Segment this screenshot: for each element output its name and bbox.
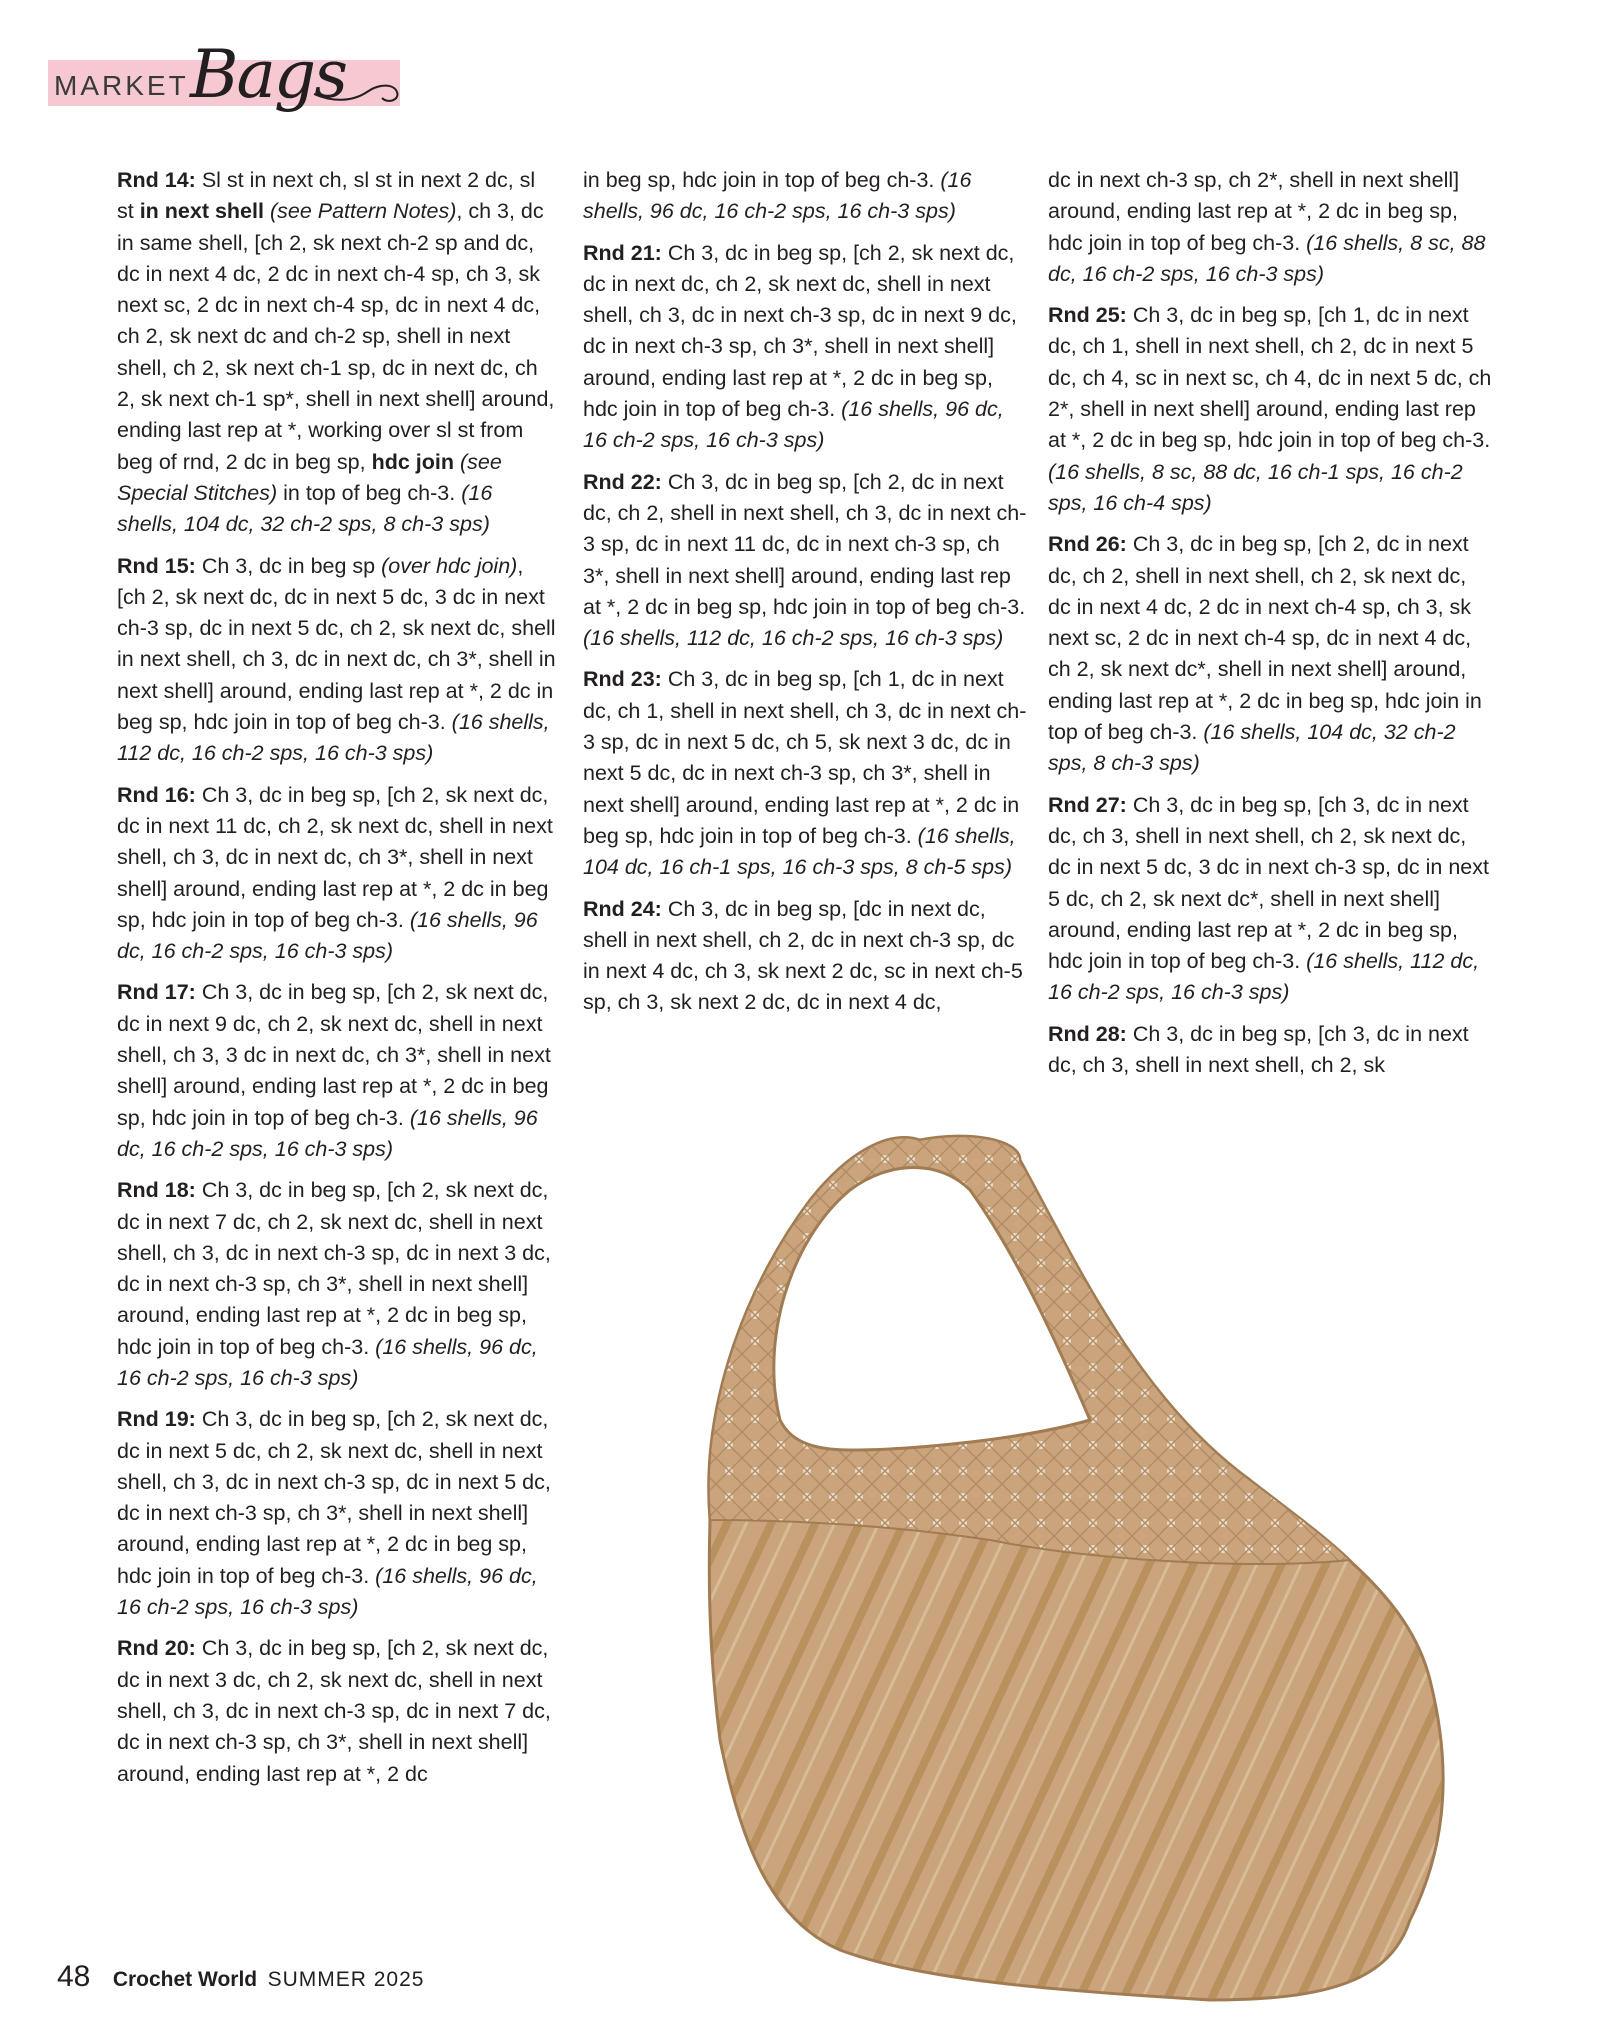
round-label: Rnd 14: bbox=[117, 168, 196, 192]
instruction-text: Ch 3, dc in beg sp, [ch 2, sk next dc, dc in next 9 dc, ch 2, sk next dc, shell in next shell, ch 3, 3 dc in next dc, ch 3*, shell in next shell] around, ending last rep at *, 2 dc in beg sp, hdc join in top of beg ch-3. bbox=[117, 980, 551, 1130]
instruction-text: in top of beg ch-3. bbox=[277, 480, 462, 505]
round-instruction bbox=[117, 1175, 557, 1394]
section-script-title: Bags bbox=[190, 36, 346, 113]
instruction-text: Ch 3, dc in beg sp, [ch 2, dc in next dc, ch 2, shell in next shell, ch 3, dc in next ch-3 sp, dc in next 11 dc, dc in next ch-3 sp, ch 3*, shell in next shell] around, ending last rep at *, 2 dc in beg sp, hdc join in top of beg ch-3. bbox=[583, 469, 1027, 619]
stitch-count-note: (16 shells, 8 sc, 88 dc, 16 ch-1 sps, 16 ch-2 sps, 16 ch-4 sps) bbox=[1048, 459, 1463, 515]
round-label: Rnd 16: bbox=[117, 782, 196, 807]
instruction-text: Ch 3, dc in beg sp, [ch 2, sk next dc, dc in next 11 dc, ch 2, sk next dc, shell in next shell, ch 3, dc in next dc, ch 3*, shell in next shell] around, ending last rep at *, 2 dc in beg sp, hdc join in top of beg ch-3. bbox=[117, 782, 553, 932]
text-column-right bbox=[1048, 165, 1493, 1091]
round-instruction bbox=[1048, 1019, 1493, 1082]
round-label: Rnd 22: bbox=[583, 469, 662, 494]
stitch-count-note: (see Special Stitches) bbox=[117, 449, 502, 505]
stitch-count-note: (16 shells, 96 dc, 16 ch-2 sps, 16 ch-3 sps) bbox=[583, 397, 1004, 453]
stitch-count-note: (over hdc join) bbox=[381, 553, 518, 578]
round-label: Rnd 26: bbox=[1048, 532, 1127, 557]
instruction-text: Ch 3, dc in beg sp, [ch 3, dc in next dc, ch 3, shell in next shell, ch 2, sk next dc, dc in next 5 dc, 3 dc in next ch-3 sp, dc in next 5 dc, ch 2, sk next dc*, shell in next shell] around, ending last rep at *, 2 dc in beg sp, hdc join in top of beg ch-3. bbox=[1048, 792, 1489, 974]
stitch-count-note: (16 shells, 112 dc, 16 ch-2 sps, 16 ch-3 sps) bbox=[117, 710, 550, 766]
round-label: Rnd 25: bbox=[1048, 303, 1127, 328]
instruction-text: Ch 3, dc in beg sp, [ch 2, dc in next dc, ch 2, shell in next shell, ch 2, sk next dc, dc in next 4 dc, 2 dc in next ch-4 sp, ch 3, sk next sc, 2 dc in next ch-4 sp, dc in next 4 dc, ch 2, sk next dc*, shell in next shell] around, ending last rep at *, 2 dc in beg sp, hdc join in top of beg ch-3. bbox=[1048, 532, 1482, 745]
instruction-text: Ch 3, dc in beg sp, [dc in next dc, shell in next shell, ch 2, dc in next ch-3 sp, dc in next 4 dc, ch 3, sk next 2 dc, sc in next ch-5 sp, ch 3, sk next 2 dc, dc in next 4 dc, bbox=[583, 896, 1023, 1015]
section-label: MARKET bbox=[54, 70, 189, 101]
round-label: Rnd 17: bbox=[117, 980, 196, 1005]
stitch-count-note: (see Pattern Notes) bbox=[269, 199, 457, 224]
round-label: Rnd 24: bbox=[583, 896, 662, 921]
round-label: Rnd 28: bbox=[1048, 1021, 1127, 1046]
stitch-count-note: (16 shells, 112 dc, 16 ch-2 sps, 16 ch-3 sps) bbox=[583, 626, 1004, 651]
stitch-count-note: (16 shells, 96 dc, 16 ch-2 sps, 16 ch-3 sps) bbox=[117, 1563, 538, 1620]
issue-date: SUMMER 2025 bbox=[267, 1968, 425, 1991]
stitch-count-note: (16 shells, 96 dc, 16 ch-2 sps, 16 ch-3 sps) bbox=[117, 1334, 538, 1390]
magazine-title: Crochet World bbox=[112, 1968, 258, 1991]
round-instruction bbox=[583, 467, 1028, 655]
round-label: Rnd 19: bbox=[117, 1407, 196, 1432]
round-instruction bbox=[583, 664, 1028, 883]
emphasis-text: hdc join bbox=[371, 449, 455, 474]
round-instruction bbox=[1048, 529, 1493, 779]
instruction-text: Sl st in next ch, sl st in next 2 dc, sl st bbox=[117, 168, 536, 224]
round-instruction bbox=[583, 238, 1028, 457]
round-instruction bbox=[1048, 790, 1493, 1009]
instruction-text: Ch 3, dc in beg sp, [ch 2, sk next dc, dc in next 5 dc, ch 2, sk next dc, shell in next shell, ch 3, dc in next ch-3 sp, dc in next 5 dc, dc in next ch-3 sp, ch 3*, shell in next shell] around, ending last rep at *, 2 dc in beg sp, hdc join in top of beg ch-3. bbox=[117, 1407, 551, 1588]
swash-flourish-icon bbox=[312, 72, 402, 112]
round-instruction bbox=[1048, 300, 1493, 519]
stitch-count-note: (16 shells, 112 dc, 16 ch-2 sps, 16 ch-3 sps) bbox=[1048, 949, 1480, 1005]
round-instruction bbox=[117, 1404, 557, 1623]
round-label: Rnd 18: bbox=[117, 1178, 196, 1203]
stitch-count-note: (16 shells, 8 sc, 88 dc, 16 ch-2 sps, 16 ch-3 sps) bbox=[1048, 230, 1486, 286]
instruction-text: Ch 3, dc in beg sp, [ch 2, sk next dc, dc in next dc, ch 2, sk next dc, shell in next shell, ch 3, dc in next ch-3 sp, dc in next 9 dc, dc in next ch-3 sp, ch 3*, shell in next shell] around, ending last rep at *, 2 dc in beg sp, hdc join in top of beg ch-3. bbox=[583, 240, 1017, 422]
instruction-text: Ch 3, dc in beg sp, [ch 2, sk next dc, dc in next 3 dc, ch 2, sk next dc, shell in next shell, ch 3, dc in next ch-3 sp, dc in next 7 dc, dc in next ch-3 sp, ch 3*, shell in next shell] around, ending last rep at *, 2 dc bbox=[117, 1636, 551, 1786]
instruction-text: Ch 3, dc in beg sp, [ch 1, dc in next dc, ch 1, shell in next shell, ch 3, dc in next ch-3 sp, dc in next 5 dc, ch 5, sk next 3 dc, dc in next 5 dc, dc in next ch-3 sp, ch 3*, shell in next shell] around, ending last rep at *, 2 dc in beg sp, hdc join in top of beg ch-3. bbox=[583, 667, 1027, 848]
stitch-count-note: (16 shells, 104 dc, 32 ch-2 sps, 8 ch-3 sps) bbox=[1048, 720, 1456, 776]
stitch-count-note: (16 shells, 96 dc, 16 ch-2 sps, 16 ch-3 sps) bbox=[117, 1105, 538, 1161]
instruction-text: Ch 3, dc in beg sp bbox=[195, 553, 382, 578]
round-label: Rnd 21: bbox=[583, 240, 662, 265]
text-column-left bbox=[117, 165, 557, 1800]
stitch-count-note: (16 shells, 104 dc, 16 ch-1 sps, 16 ch-3 sps, 8 ch-5 sps) bbox=[583, 823, 1016, 880]
page-footer bbox=[57, 1960, 424, 1994]
instruction-text: dc in next ch-3 sp, ch 2*, shell in next shell] around, ending last rep at *, 2 dc in beg sp, hdc join in top of beg ch-3. bbox=[1048, 168, 1460, 255]
round-instruction bbox=[117, 780, 557, 968]
round-label: Rnd 23: bbox=[583, 667, 662, 692]
instruction-text: Ch 3, dc in beg sp, [ch 1, dc in next dc, ch 1, shell in next shell, ch 2, dc in next 5 dc, ch 4, sc in next sc, ch 4, dc in next 5 dc, ch 2*, shell in next shell] around, ending last rep at *, 2 dc in beg sp, hdc join in top of beg ch-3. bbox=[1048, 303, 1492, 453]
round-instruction bbox=[117, 1633, 557, 1789]
round-label: Rnd 20: bbox=[117, 1636, 196, 1661]
instruction-text: Ch 3, dc in beg sp, [ch 3, dc in next dc, ch 3, shell in next shell, ch 2, sk bbox=[1048, 1021, 1469, 1078]
stitch-count-note: (16 shells, 96 dc, 16 ch-2 sps, 16 ch-3 sps) bbox=[583, 168, 972, 224]
instruction-text: in beg sp, hdc join in top of beg ch-3. bbox=[583, 168, 941, 192]
stitch-count-note: (16 shells, 104 dc, 32 ch-2 sps, 8 ch-3 sps) bbox=[117, 480, 493, 537]
stitch-count-note: (16 shells, 96 dc, 16 ch-2 sps, 16 ch-3 sps) bbox=[117, 907, 538, 964]
round-instruction bbox=[117, 165, 557, 541]
instruction-text: , [ch 2, sk next dc, dc in next 5 dc, 3 dc in next ch-3 sp, dc in next 5 dc, ch 2, sk next dc, shell in next shell, ch 3, dc in next dc, ch 3*, shell in next shell] around, ending last rep at *, 2 dc in beg sp, hdc join in top of beg ch-3. bbox=[117, 553, 556, 735]
round-instruction bbox=[583, 894, 1028, 1019]
instruction-text: , ch 3, dc in same shell, [ch 2, sk next ch-2 sp and dc, dc in next 4 dc, 2 dc in next ch-4 sp, ch 3, sk next sc, 2 dc in next ch-4 sp, dc in next 4 dc, ch 2, sk next dc and ch-2 sp, shell in next shell, ch 2, sk next ch-1 sp, dc in next dc, ch 2, sk next ch-1 sp*, shell in next shell] around, ending last rep at *, working over sl st from beg of rnd, 2 dc in beg sp, bbox=[117, 199, 555, 474]
continued-instruction bbox=[583, 165, 1028, 228]
round-label: Rnd 27: bbox=[1048, 792, 1127, 817]
crochet-market-bag-icon bbox=[690, 1120, 1520, 2020]
page-number: 48 bbox=[57, 1960, 91, 1993]
round-label: Rnd 15: bbox=[117, 553, 196, 578]
emphasis-text: in next shell bbox=[139, 199, 264, 224]
text-column-middle bbox=[583, 165, 1028, 1029]
instruction-text: Ch 3, dc in beg sp, [ch 2, sk next dc, dc in next 7 dc, ch 2, sk next dc, shell in next shell, ch 3, dc in next ch-3 sp, dc in next 3 dc, dc in next ch-3 sp, ch 3*, shell in next shell] around, ending last rep at *, 2 dc in beg sp, hdc join in top of beg ch-3. bbox=[117, 1178, 551, 1359]
continued-instruction bbox=[1048, 165, 1493, 290]
round-instruction bbox=[117, 977, 557, 1165]
round-instruction bbox=[117, 551, 557, 770]
